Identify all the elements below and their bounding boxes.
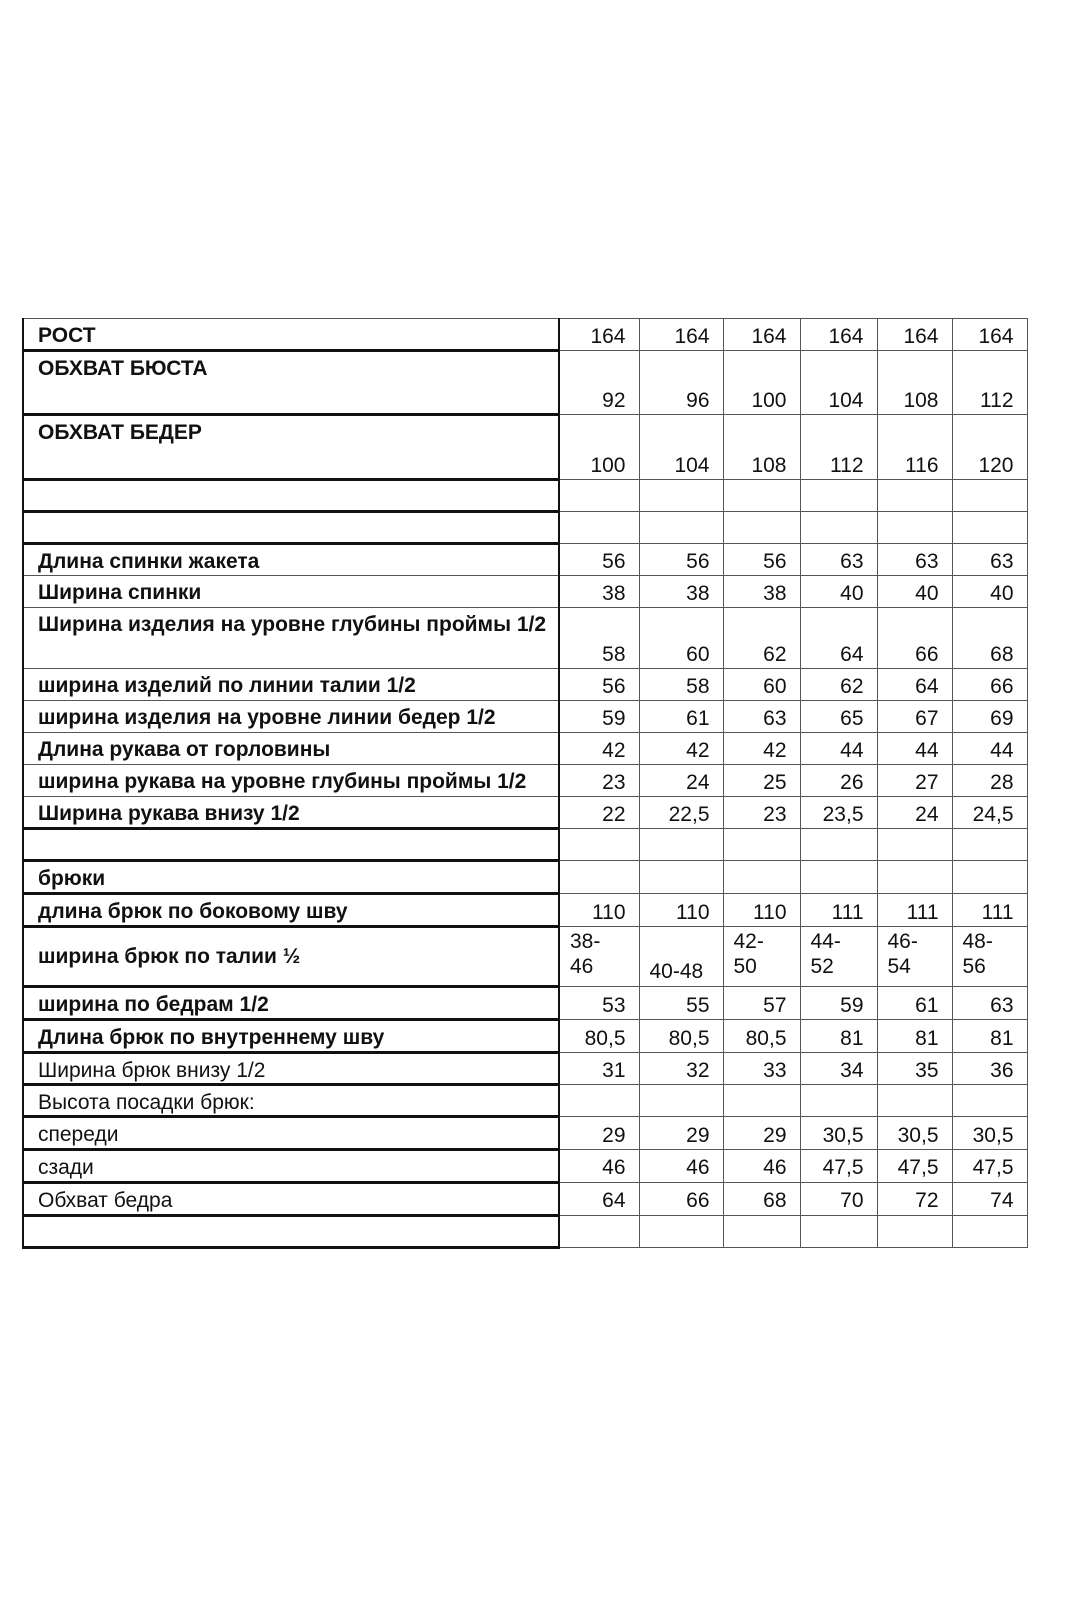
size-value-cell — [559, 1215, 639, 1247]
size-value-cell: 64 — [877, 669, 952, 701]
row-label: Ширина рукава внизу 1/2 — [23, 797, 559, 829]
size-value-cell: 111 — [877, 894, 952, 927]
size-value-cell: 64 — [559, 1182, 639, 1215]
table-row — [23, 797, 1027, 829]
size-value-cell: 164 — [952, 319, 1027, 351]
size-value-cell — [639, 861, 723, 894]
size-value-cell — [639, 480, 723, 512]
row-label: Ширина спинки — [23, 576, 559, 608]
row-label: Ширина изделия на уровне глубины проймы 1/2 — [23, 608, 559, 669]
size-value-cell: 44- 52 — [800, 927, 877, 987]
size-value-cell: 116 — [877, 415, 952, 480]
size-value-cell: 46 — [559, 1150, 639, 1182]
size-value-cell: 46- 54 — [877, 927, 952, 987]
table-row — [23, 669, 1027, 701]
size-value-cell: 42 — [559, 733, 639, 765]
size-value-cell: 44 — [952, 733, 1027, 765]
row-label — [23, 480, 559, 512]
size-value-cell: 32 — [639, 1053, 723, 1085]
size-value-cell — [723, 1215, 800, 1247]
table-row — [23, 1150, 1027, 1182]
size-value-cell — [723, 861, 800, 894]
table-row — [23, 927, 1027, 987]
size-value-cell — [559, 861, 639, 894]
size-value-cell: 47,5 — [800, 1150, 877, 1182]
size-value-cell: 63 — [800, 544, 877, 576]
size-value-cell: 104 — [639, 415, 723, 480]
size-value-cell: 30,5 — [800, 1117, 877, 1150]
table-row — [23, 544, 1027, 576]
size-value-cell: 111 — [952, 894, 1027, 927]
size-value-cell: 69 — [952, 701, 1027, 733]
size-value-cell: 29 — [559, 1117, 639, 1150]
row-label: ширина брюк по талии ½ — [23, 927, 559, 987]
table-row — [23, 351, 1027, 415]
table-row — [23, 765, 1027, 797]
size-value-cell: 40-48 — [639, 927, 723, 987]
row-label: брюки — [23, 861, 559, 894]
size-value-cell: 31 — [559, 1053, 639, 1085]
size-value-cell: 68 — [723, 1182, 800, 1215]
size-value-cell — [559, 512, 639, 544]
size-value-cell: 68 — [952, 608, 1027, 669]
size-value-cell — [800, 861, 877, 894]
table-row — [23, 1020, 1027, 1053]
size-value-cell: 40 — [877, 576, 952, 608]
size-value-cell: 25 — [723, 765, 800, 797]
row-label: Длина спинки жакета — [23, 544, 559, 576]
size-value-cell — [723, 829, 800, 861]
table-row — [23, 861, 1027, 894]
size-value-cell: 61 — [639, 701, 723, 733]
row-label: длина брюк по боковому шву — [23, 894, 559, 927]
size-value-cell: 22,5 — [639, 797, 723, 829]
size-value-cell — [723, 1085, 800, 1117]
table-row — [23, 701, 1027, 733]
size-value-cell: 59 — [800, 987, 877, 1020]
size-value-cell — [952, 1085, 1027, 1117]
table-row — [23, 829, 1027, 861]
size-value-cell: 92 — [559, 351, 639, 415]
size-value-cell — [877, 861, 952, 894]
size-value-cell: 110 — [723, 894, 800, 927]
size-value-cell: 80,5 — [723, 1020, 800, 1053]
size-value-cell: 61 — [877, 987, 952, 1020]
size-value-cell: 46 — [639, 1150, 723, 1182]
size-value-cell: 23 — [723, 797, 800, 829]
size-value-cell: 42 — [639, 733, 723, 765]
size-value-cell: 29 — [639, 1117, 723, 1150]
size-value-cell — [639, 512, 723, 544]
row-label: РОСТ — [23, 319, 559, 351]
size-value-cell: 81 — [877, 1020, 952, 1053]
table-row — [23, 733, 1027, 765]
size-value-cell: 164 — [800, 319, 877, 351]
size-value-cell: 24,5 — [952, 797, 1027, 829]
size-value-cell — [559, 1085, 639, 1117]
row-label: Длина брюк по внутреннему шву — [23, 1020, 559, 1053]
size-value-cell: 23 — [559, 765, 639, 797]
size-value-cell — [877, 829, 952, 861]
size-value-cell: 108 — [723, 415, 800, 480]
size-value-cell: 81 — [800, 1020, 877, 1053]
size-value-cell: 112 — [800, 415, 877, 480]
table-row — [23, 1117, 1027, 1150]
size-value-cell: 55 — [639, 987, 723, 1020]
size-value-cell: 164 — [639, 319, 723, 351]
size-value-cell: 110 — [559, 894, 639, 927]
row-label: ширина по бедрам 1/2 — [23, 987, 559, 1020]
size-value-cell: 63 — [723, 701, 800, 733]
size-value-cell: 70 — [800, 1182, 877, 1215]
size-value-cell — [559, 829, 639, 861]
size-value-cell: 29 — [723, 1117, 800, 1150]
size-value-cell — [800, 1085, 877, 1117]
size-value-cell: 164 — [723, 319, 800, 351]
table-row — [23, 1215, 1027, 1247]
size-value-cell: 63 — [952, 544, 1027, 576]
size-value-cell: 30,5 — [952, 1117, 1027, 1150]
size-value-cell: 36 — [952, 1053, 1027, 1085]
size-value-cell: 64 — [800, 608, 877, 669]
size-value-cell: 104 — [800, 351, 877, 415]
size-value-cell: 164 — [559, 319, 639, 351]
size-value-cell: 30,5 — [877, 1117, 952, 1150]
size-value-cell: 56 — [639, 544, 723, 576]
size-value-cell: 96 — [639, 351, 723, 415]
size-value-cell: 108 — [877, 351, 952, 415]
size-value-cell: 22 — [559, 797, 639, 829]
row-label — [23, 512, 559, 544]
row-label — [23, 829, 559, 861]
row-label: ширина рукава на уровне глубины проймы 1/2 — [23, 765, 559, 797]
size-value-cell: 56 — [559, 544, 639, 576]
size-value-cell: 100 — [723, 351, 800, 415]
row-label: спереди — [23, 1117, 559, 1150]
size-value-cell: 24 — [877, 797, 952, 829]
row-label — [23, 1215, 559, 1247]
size-value-cell: 38 — [639, 576, 723, 608]
size-value-cell — [800, 829, 877, 861]
size-value-cell: 40 — [952, 576, 1027, 608]
size-value-cell — [723, 480, 800, 512]
size-value-cell: 59 — [559, 701, 639, 733]
table-row — [23, 480, 1027, 512]
size-value-cell: 66 — [877, 608, 952, 669]
size-value-cell: 63 — [877, 544, 952, 576]
size-value-cell — [723, 512, 800, 544]
size-value-cell — [877, 1085, 952, 1117]
size-value-cell: 53 — [559, 987, 639, 1020]
size-value-cell: 28 — [952, 765, 1027, 797]
size-value-cell: 33 — [723, 1053, 800, 1085]
size-value-cell: 63 — [952, 987, 1027, 1020]
row-label: Высота посадки брюк: — [23, 1085, 559, 1117]
table-row — [23, 319, 1027, 351]
size-value-cell: 44 — [800, 733, 877, 765]
table-row — [23, 1182, 1027, 1215]
table-row — [23, 576, 1027, 608]
row-label: ОБХВАТ БЮСТА — [23, 351, 559, 415]
size-value-cell: 35 — [877, 1053, 952, 1085]
size-value-cell: 81 — [952, 1020, 1027, 1053]
size-value-cell: 100 — [559, 415, 639, 480]
size-value-cell: 72 — [877, 1182, 952, 1215]
size-value-cell: 44 — [877, 733, 952, 765]
table-row — [23, 987, 1027, 1020]
size-value-cell: 42- 50 — [723, 927, 800, 987]
size-value-cell: 67 — [877, 701, 952, 733]
row-label: ОБХВАТ БЕДЕР — [23, 415, 559, 480]
size-value-cell: 56 — [559, 669, 639, 701]
size-value-cell — [877, 1215, 952, 1247]
row-label: Обхват бедра — [23, 1182, 559, 1215]
size-value-cell — [639, 829, 723, 861]
size-value-cell: 23,5 — [800, 797, 877, 829]
size-value-cell: 24 — [639, 765, 723, 797]
size-value-cell: 58 — [559, 608, 639, 669]
size-chart-table — [22, 318, 1028, 1249]
size-value-cell — [877, 512, 952, 544]
size-value-cell: 27 — [877, 765, 952, 797]
size-value-cell: 66 — [952, 669, 1027, 701]
table-row — [23, 512, 1027, 544]
size-value-cell — [952, 1215, 1027, 1247]
size-value-cell: 58 — [639, 669, 723, 701]
size-value-cell — [952, 480, 1027, 512]
size-value-cell: 62 — [800, 669, 877, 701]
size-value-cell: 38 — [559, 576, 639, 608]
row-label: Ширина брюк внизу 1/2 — [23, 1053, 559, 1085]
size-value-cell: 47,5 — [877, 1150, 952, 1182]
size-value-cell — [952, 861, 1027, 894]
table-row — [23, 894, 1027, 927]
size-value-cell: 38 — [723, 576, 800, 608]
size-value-cell: 34 — [800, 1053, 877, 1085]
size-value-cell — [639, 1085, 723, 1117]
size-value-cell — [559, 480, 639, 512]
size-value-cell — [952, 512, 1027, 544]
size-value-cell: 120 — [952, 415, 1027, 480]
size-value-cell: 60 — [639, 608, 723, 669]
size-value-cell: 40 — [800, 576, 877, 608]
table-row — [23, 415, 1027, 480]
size-value-cell: 56 — [723, 544, 800, 576]
size-value-cell: 74 — [952, 1182, 1027, 1215]
row-label: ширина изделия на уровне линии бедер 1/2 — [23, 701, 559, 733]
size-value-cell: 62 — [723, 608, 800, 669]
table-row — [23, 1053, 1027, 1085]
table-row — [23, 608, 1027, 669]
size-value-cell: 111 — [800, 894, 877, 927]
table-row — [23, 1085, 1027, 1117]
size-value-cell: 80,5 — [639, 1020, 723, 1053]
size-value-cell — [800, 1215, 877, 1247]
size-value-cell: 46 — [723, 1150, 800, 1182]
size-value-cell — [639, 1215, 723, 1247]
size-value-cell: 47,5 — [952, 1150, 1027, 1182]
row-label: ширина изделий по линии талии 1/2 — [23, 669, 559, 701]
size-value-cell: 57 — [723, 987, 800, 1020]
size-value-cell — [800, 512, 877, 544]
size-value-cell — [877, 480, 952, 512]
size-value-cell: 26 — [800, 765, 877, 797]
size-value-cell: 60 — [723, 669, 800, 701]
size-value-cell — [952, 829, 1027, 861]
size-value-cell: 164 — [877, 319, 952, 351]
row-label: Длина рукава от горловины — [23, 733, 559, 765]
size-value-cell: 48- 56 — [952, 927, 1027, 987]
size-value-cell: 112 — [952, 351, 1027, 415]
size-value-cell: 80,5 — [559, 1020, 639, 1053]
size-value-cell: 110 — [639, 894, 723, 927]
size-value-cell: 38- 46 — [559, 927, 639, 987]
size-value-cell: 42 — [723, 733, 800, 765]
size-value-cell: 65 — [800, 701, 877, 733]
row-label: сзади — [23, 1150, 559, 1182]
size-value-cell: 66 — [639, 1182, 723, 1215]
size-value-cell — [800, 480, 877, 512]
